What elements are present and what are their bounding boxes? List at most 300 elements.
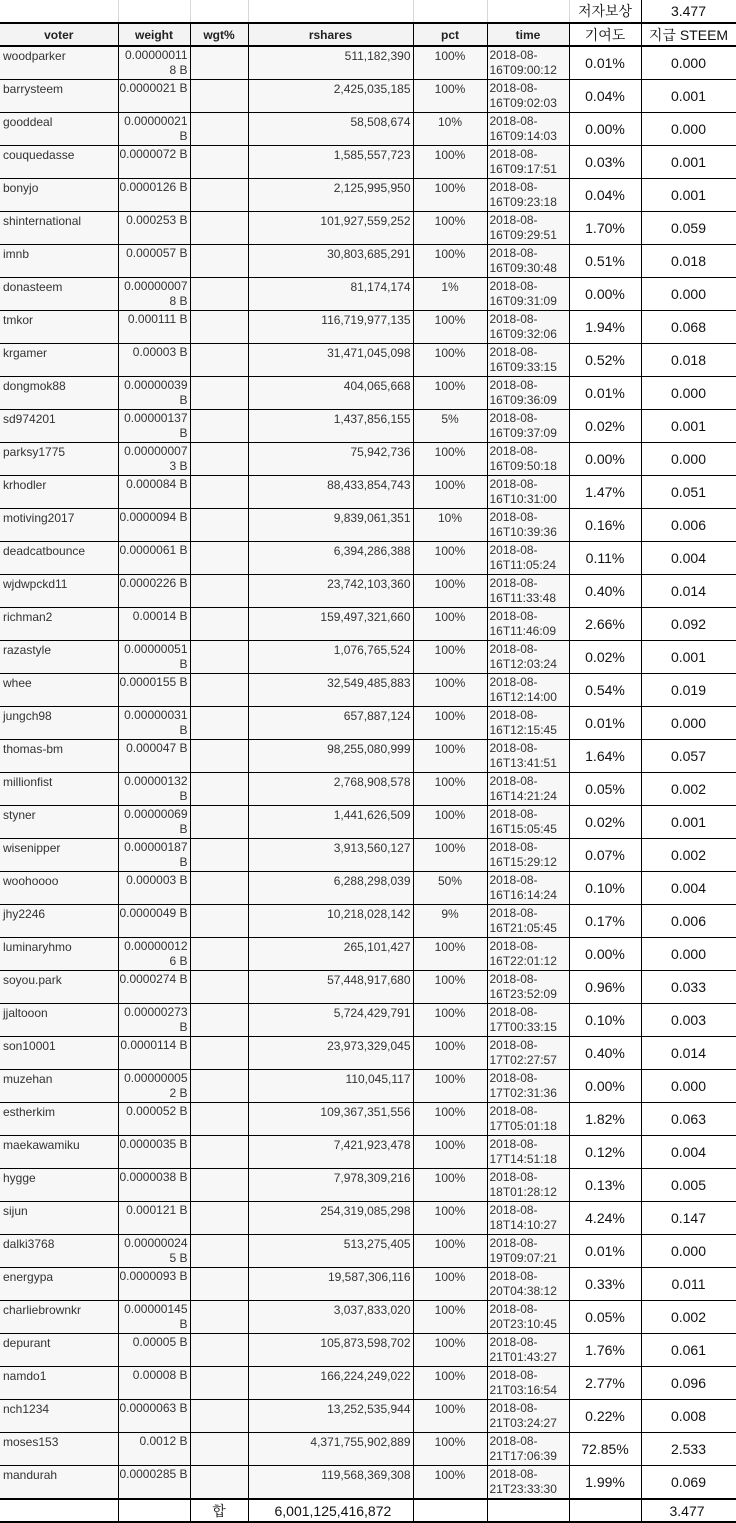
time-cell: 2018-08-16T09:36:09 [487, 377, 569, 410]
time-cell: 2018-08-16T13:41:51 [487, 740, 569, 773]
pct-cell: 100% [413, 1334, 487, 1367]
voter-cell[interactable]: wjdwpckd11 [0, 575, 118, 608]
weight-cell: 0.000047 B [118, 740, 190, 773]
payout-cell: 0.001 [641, 410, 736, 443]
voter-cell[interactable]: parksy1775 [0, 443, 118, 476]
rshares-cell: 404,065,668 [248, 377, 413, 410]
contribution-cell: 0.16% [569, 509, 641, 542]
pct-cell: 100% [413, 311, 487, 344]
time-cell: 2018-08-16T21:05:45 [487, 905, 569, 938]
rshares-cell: 9,839,061,351 [248, 509, 413, 542]
blank-cell [487, 0, 569, 23]
voter-cell[interactable]: depurant [0, 1334, 118, 1367]
wgt-pct-cell [190, 377, 248, 410]
voter-cell[interactable]: nch1234 [0, 1400, 118, 1433]
pct-cell: 100% [413, 740, 487, 773]
weight-cell: 0.000121 B [118, 1202, 190, 1235]
wgt-pct-cell [190, 806, 248, 839]
weight-cell: 0.00000187 B [118, 839, 190, 872]
weight-cell: 0.00000069 B [118, 806, 190, 839]
rshares-cell: 4,371,755,902,889 [248, 1433, 413, 1466]
wgt-pct-cell [190, 1202, 248, 1235]
rshares-cell: 254,319,085,298 [248, 1202, 413, 1235]
pct-cell: 9% [413, 905, 487, 938]
contribution-cell: 2.77% [569, 1367, 641, 1400]
table-row [0, 641, 736, 674]
time-cell: 2018-08-16T09:31:09 [487, 278, 569, 311]
rshares-cell: 57,448,917,680 [248, 971, 413, 1004]
voter-cell[interactable]: gooddeal [0, 113, 118, 146]
voter-cell[interactable]: moses153 [0, 1433, 118, 1466]
contribution-cell: 1.47% [569, 476, 641, 509]
payout-cell: 0.002 [641, 1301, 736, 1334]
payout-cell: 0.096 [641, 1367, 736, 1400]
pct-cell: 100% [413, 1037, 487, 1070]
time-cell: 2018-08-17T05:01:18 [487, 1103, 569, 1136]
pct-cell: 100% [413, 46, 487, 80]
contribution-cell: 0.00% [569, 113, 641, 146]
time-cell: 2018-08-16T09:32:06 [487, 311, 569, 344]
wgt-pct-cell [190, 410, 248, 443]
weight-cell: 0.00000039 B [118, 377, 190, 410]
time-cell: 2018-08-16T15:29:12 [487, 839, 569, 872]
pct-cell: 100% [413, 1433, 487, 1466]
contribution-cell: 72.85% [569, 1433, 641, 1466]
payout-cell: 0.061 [641, 1334, 736, 1367]
voter-cell[interactable]: wisenipper [0, 839, 118, 872]
pct-cell: 100% [413, 1136, 487, 1169]
pct-cell: 100% [413, 245, 487, 278]
payout-cell: 0.005 [641, 1169, 736, 1202]
weight-cell: 0.000052 B [118, 1103, 190, 1136]
wgt-pct-cell [190, 542, 248, 575]
voter-cell[interactable]: soyou.park [0, 971, 118, 1004]
weight-cell: 0.0000063 B [118, 1400, 190, 1433]
blank-cell [413, 1499, 487, 1522]
pct-cell: 100% [413, 707, 487, 740]
rshares-cell: 81,174,174 [248, 278, 413, 311]
voter-cell[interactable]: hygge [0, 1169, 118, 1202]
wgt-pct-cell [190, 278, 248, 311]
time-cell: 2018-08-16T11:46:09 [487, 608, 569, 641]
rshares-cell: 2,125,995,950 [248, 179, 413, 212]
time-cell: 2018-08-16T09:02:03 [487, 80, 569, 113]
wgt-pct-cell [190, 1037, 248, 1070]
time-cell: 2018-08-16T12:03:24 [487, 641, 569, 674]
payout-cell: 0.000 [641, 46, 736, 80]
wgt-pct-cell [190, 344, 248, 377]
payout-cell: 0.001 [641, 806, 736, 839]
rshares-cell: 7,978,309,216 [248, 1169, 413, 1202]
pct-cell: 100% [413, 1169, 487, 1202]
rshares-cell: 105,873,598,702 [248, 1334, 413, 1367]
pct-cell: 1% [413, 278, 487, 311]
voter-cell[interactable]: luminaryhmo [0, 938, 118, 971]
voter-cell[interactable]: estherkim [0, 1103, 118, 1136]
weight-cell: 0.0000226 B [118, 575, 190, 608]
rshares-cell: 31,471,045,098 [248, 344, 413, 377]
payout-cell: 0.000 [641, 113, 736, 146]
rshares-cell: 1,437,856,155 [248, 410, 413, 443]
contribution-cell: 0.96% [569, 971, 641, 1004]
table-row [0, 1367, 736, 1400]
rshares-cell: 23,742,103,360 [248, 575, 413, 608]
payout-cell: 0.000 [641, 707, 736, 740]
voter-cell[interactable]: dongmok88 [0, 377, 118, 410]
contribution-cell: 0.17% [569, 905, 641, 938]
rshares-cell: 5,724,429,791 [248, 1004, 413, 1037]
table-row [0, 377, 736, 410]
contribution-cell: 1.70% [569, 212, 641, 245]
payout-cell: 0.001 [641, 146, 736, 179]
contribution-cell: 0.00% [569, 443, 641, 476]
payout-cell: 0.000 [641, 377, 736, 410]
weight-cell: 0.0000285 B [118, 1466, 190, 1500]
table-row [0, 608, 736, 641]
time-cell: 2018-08-16T09:29:51 [487, 212, 569, 245]
weight-cell: 0.00000007 8 B [118, 278, 190, 311]
weight-cell: 0.00005 B [118, 1334, 190, 1367]
time-cell: 2018-08-16T11:33:48 [487, 575, 569, 608]
pct-cell: 100% [413, 80, 487, 113]
weight-cell: 0.000253 B [118, 212, 190, 245]
contribution-cell: 1.82% [569, 1103, 641, 1136]
time-cell: 2018-08-16T09:50:18 [487, 443, 569, 476]
rshares-cell: 116,719,977,135 [248, 311, 413, 344]
wgt-pct-cell [190, 938, 248, 971]
pct-cell: 100% [413, 1466, 487, 1500]
table-row [0, 1103, 736, 1136]
time-cell: 2018-08-20T04:38:12 [487, 1268, 569, 1301]
payout-cell: 0.006 [641, 905, 736, 938]
voter-cell[interactable]: energypa [0, 1268, 118, 1301]
weight-cell: 0.00000051 B [118, 641, 190, 674]
rshares-cell: 1,441,626,509 [248, 806, 413, 839]
weight-cell: 0.00000273 B [118, 1004, 190, 1037]
pct-cell: 100% [413, 443, 487, 476]
contribution-cell: 0.54% [569, 674, 641, 707]
contribution-cell: 0.00% [569, 938, 641, 971]
wgt-pct-cell [190, 1466, 248, 1500]
time-cell: 2018-08-17T14:51:18 [487, 1136, 569, 1169]
table-row [0, 938, 736, 971]
voter-cell[interactable]: dalki3768 [0, 1235, 118, 1268]
header-row [0, 23, 736, 46]
wgt-pct-cell [190, 1004, 248, 1037]
payout-cell: 0.011 [641, 1268, 736, 1301]
voter-cell[interactable]: richman2 [0, 608, 118, 641]
payout-cell: 0.004 [641, 542, 736, 575]
payout-cell: 0.000 [641, 443, 736, 476]
weight-cell: 0.00000031 B [118, 707, 190, 740]
weight-cell: 0.0000035 B [118, 1136, 190, 1169]
weight-cell: 0.00000021 B [118, 113, 190, 146]
contribution-cell: 1.94% [569, 311, 641, 344]
voter-cell[interactable]: donasteem [0, 278, 118, 311]
contribution-cell: 0.02% [569, 806, 641, 839]
table-row [0, 806, 736, 839]
contribution-cell: 0.01% [569, 1235, 641, 1268]
wgt-pct-cell [190, 641, 248, 674]
weight-cell: 0.00000012 6 B [118, 938, 190, 971]
voter-cell[interactable]: jungch98 [0, 707, 118, 740]
contribution-cell: 0.40% [569, 1037, 641, 1070]
weight-cell: 0.0000114 B [118, 1037, 190, 1070]
payout-cell: 0.004 [641, 1136, 736, 1169]
voter-cell[interactable]: couquedasse [0, 146, 118, 179]
wgt-pct-cell [190, 212, 248, 245]
voter-cell[interactable]: millionfist [0, 773, 118, 806]
summary-row [0, 0, 736, 23]
rshares-cell: 23,973,329,045 [248, 1037, 413, 1070]
weight-cell: 0.000003 B [118, 872, 190, 905]
table-row [0, 971, 736, 1004]
time-cell: 2018-08-16T09:33:15 [487, 344, 569, 377]
voter-cell[interactable]: bonyjo [0, 179, 118, 212]
pct-cell: 100% [413, 212, 487, 245]
wgt-pct-cell [190, 773, 248, 806]
voter-cell[interactable]: imnb [0, 245, 118, 278]
table-row [0, 905, 736, 938]
voter-cell[interactable]: sijun [0, 1202, 118, 1235]
time-cell: 2018-08-21T03:24:27 [487, 1400, 569, 1433]
payout-cell: 0.147 [641, 1202, 736, 1235]
time-cell: 2018-08-18T01:28:12 [487, 1169, 569, 1202]
pct-cell: 100% [413, 674, 487, 707]
voter-cell[interactable]: woodparker [0, 46, 118, 80]
table-row [0, 1169, 736, 1202]
time-cell: 2018-08-21T23:33:30 [487, 1466, 569, 1500]
time-cell: 2018-08-17T02:31:36 [487, 1070, 569, 1103]
time-cell: 2018-08-16T09:00:12 [487, 46, 569, 80]
wgt-pct-cell [190, 1268, 248, 1301]
totals-label: 합 [190, 1499, 248, 1522]
contribution-cell: 0.07% [569, 839, 641, 872]
voter-cell[interactable]: jjaltooon [0, 1004, 118, 1037]
table-row [0, 1235, 736, 1268]
contribution-cell: 0.01% [569, 377, 641, 410]
blank-cell [487, 1499, 569, 1522]
payout-cell: 0.008 [641, 1400, 736, 1433]
wgt-pct-cell [190, 80, 248, 113]
voter-cell[interactable]: whee [0, 674, 118, 707]
totals-payout: 3.477 [641, 1499, 736, 1522]
payout-cell: 0.004 [641, 872, 736, 905]
voter-cell[interactable]: thomas-bm [0, 740, 118, 773]
time-cell: 2018-08-16T09:37:09 [487, 410, 569, 443]
col-header-voter[interactable]: voter [0, 23, 118, 46]
payout-cell: 0.063 [641, 1103, 736, 1136]
time-cell: 2018-08-16T16:14:24 [487, 872, 569, 905]
col-header-payout: 지급 STEEM [641, 23, 736, 46]
blank-cell [248, 0, 413, 23]
col-header-wgt-pct[interactable]: wgt% [190, 23, 248, 46]
time-cell: 2018-08-19T09:07:21 [487, 1235, 569, 1268]
pct-cell: 100% [413, 938, 487, 971]
voter-cell[interactable]: shinternational [0, 212, 118, 245]
table-row [0, 1268, 736, 1301]
time-cell: 2018-08-16T09:17:51 [487, 146, 569, 179]
voter-cell[interactable]: tmkor [0, 311, 118, 344]
time-cell: 2018-08-18T14:10:27 [487, 1202, 569, 1235]
weight-cell: 0.00000011 8 B [118, 46, 190, 80]
payout-cell: 0.033 [641, 971, 736, 1004]
voter-cell[interactable]: maekawamiku [0, 1136, 118, 1169]
voter-cell[interactable]: deadcatbounce [0, 542, 118, 575]
col-header-weight[interactable]: weight [118, 23, 190, 46]
voter-cell[interactable]: sd974201 [0, 410, 118, 443]
payout-cell: 0.018 [641, 245, 736, 278]
weight-cell: 0.0000072 B [118, 146, 190, 179]
time-cell: 2018-08-16T09:30:48 [487, 245, 569, 278]
pct-cell: 100% [413, 641, 487, 674]
table-row [0, 146, 736, 179]
payout-cell: 0.001 [641, 641, 736, 674]
wgt-pct-cell [190, 1400, 248, 1433]
payout-cell: 0.000 [641, 278, 736, 311]
weight-cell: 0.00000007 3 B [118, 443, 190, 476]
blank-cell [118, 0, 190, 23]
contribution-cell: 0.05% [569, 1301, 641, 1334]
rshares-cell: 101,927,559,252 [248, 212, 413, 245]
voter-cell[interactable]: woohoooo [0, 872, 118, 905]
pct-cell: 100% [413, 1268, 487, 1301]
wgt-pct-cell [190, 46, 248, 80]
rshares-cell: 110,045,117 [248, 1070, 413, 1103]
time-cell: 2018-08-20T23:10:45 [487, 1301, 569, 1334]
pct-cell: 5% [413, 410, 487, 443]
contribution-cell: 1.76% [569, 1334, 641, 1367]
contribution-cell: 2.66% [569, 608, 641, 641]
payout-cell: 0.014 [641, 1037, 736, 1070]
payout-cell: 0.001 [641, 80, 736, 113]
voter-cell[interactable]: krgamer [0, 344, 118, 377]
wgt-pct-cell [190, 674, 248, 707]
rshares-cell: 7,421,923,478 [248, 1136, 413, 1169]
rshares-cell: 10,218,028,142 [248, 905, 413, 938]
blank-cell [413, 0, 487, 23]
table-row [0, 575, 736, 608]
pct-cell: 100% [413, 1103, 487, 1136]
table-row [0, 1334, 736, 1367]
voter-cell[interactable]: styner [0, 806, 118, 839]
time-cell: 2018-08-16T23:52:09 [487, 971, 569, 1004]
contribution-cell: 0.01% [569, 46, 641, 80]
pct-cell: 100% [413, 146, 487, 179]
col-header-rshares[interactable]: rshares [248, 23, 413, 46]
pct-cell: 100% [413, 377, 487, 410]
pct-cell: 100% [413, 1202, 487, 1235]
rshares-cell: 109,367,351,556 [248, 1103, 413, 1136]
contribution-cell: 0.05% [569, 773, 641, 806]
weight-cell: 0.0000038 B [118, 1169, 190, 1202]
wgt-pct-cell [190, 575, 248, 608]
voter-cell[interactable]: charliebrownkr [0, 1301, 118, 1334]
blank-cell [0, 1499, 118, 1522]
wgt-pct-cell [190, 179, 248, 212]
voter-cell[interactable]: namdo1 [0, 1367, 118, 1400]
payout-cell: 0.014 [641, 575, 736, 608]
payout-cell: 0.057 [641, 740, 736, 773]
contribution-cell: 1.64% [569, 740, 641, 773]
wgt-pct-cell [190, 311, 248, 344]
wgt-pct-cell [190, 245, 248, 278]
payout-cell: 0.018 [641, 344, 736, 377]
rshares-cell: 19,587,306,116 [248, 1268, 413, 1301]
table-row [0, 311, 736, 344]
contribution-cell: 0.03% [569, 146, 641, 179]
table-row [0, 443, 736, 476]
wgt-pct-cell [190, 476, 248, 509]
time-cell: 2018-08-21T17:06:39 [487, 1433, 569, 1466]
contribution-cell: 0.22% [569, 1400, 641, 1433]
table-row [0, 674, 736, 707]
pct-cell: 100% [413, 1070, 487, 1103]
weight-cell: 0.0000126 B [118, 179, 190, 212]
voter-cell[interactable]: razastyle [0, 641, 118, 674]
rshares-cell: 119,568,369,308 [248, 1466, 413, 1500]
wgt-pct-cell [190, 905, 248, 938]
blank-cell [190, 0, 248, 23]
voter-cell[interactable]: son10001 [0, 1037, 118, 1070]
rshares-cell: 13,252,535,944 [248, 1400, 413, 1433]
time-cell: 2018-08-16T12:14:00 [487, 674, 569, 707]
table-row [0, 740, 736, 773]
pct-cell: 100% [413, 1367, 487, 1400]
voter-cell[interactable]: barrysteem [0, 80, 118, 113]
rshares-cell: 2,768,908,578 [248, 773, 413, 806]
rshares-cell: 98,255,080,999 [248, 740, 413, 773]
wgt-pct-cell [190, 146, 248, 179]
weight-cell: 0.00008 B [118, 1367, 190, 1400]
pct-cell: 100% [413, 476, 487, 509]
time-cell: 2018-08-16T09:23:18 [487, 179, 569, 212]
col-header-contribution: 기여도 [569, 23, 641, 46]
voter-cell[interactable]: motiving2017 [0, 509, 118, 542]
contribution-cell: 0.51% [569, 245, 641, 278]
wgt-pct-cell [190, 1433, 248, 1466]
pct-cell: 50% [413, 872, 487, 905]
time-cell: 2018-08-16T22:01:12 [487, 938, 569, 971]
wgt-pct-cell [190, 1070, 248, 1103]
weight-cell: 0.0000093 B [118, 1268, 190, 1301]
voter-cell[interactable]: krhodler [0, 476, 118, 509]
rshares-cell: 1,585,557,723 [248, 146, 413, 179]
rshares-cell: 2,425,035,185 [248, 80, 413, 113]
table-row [0, 46, 736, 80]
voter-cell[interactable]: muzehan [0, 1070, 118, 1103]
contribution-cell: 0.00% [569, 278, 641, 311]
payout-cell: 0.006 [641, 509, 736, 542]
rshares-cell: 30,803,685,291 [248, 245, 413, 278]
voter-cell[interactable]: mandurah [0, 1466, 118, 1500]
rshares-cell: 657,887,124 [248, 707, 413, 740]
table-row [0, 1037, 736, 1070]
rshares-cell: 511,182,390 [248, 46, 413, 80]
wgt-pct-cell [190, 1334, 248, 1367]
col-header-time[interactable]: time [487, 23, 569, 46]
table-row [0, 1136, 736, 1169]
col-header-pct[interactable]: pct [413, 23, 487, 46]
weight-cell: 0.00000005 2 B [118, 1070, 190, 1103]
time-cell: 2018-08-16T10:39:36 [487, 509, 569, 542]
payout-cell: 0.002 [641, 839, 736, 872]
weight-cell: 0.0012 B [118, 1433, 190, 1466]
rshares-cell: 88,433,854,743 [248, 476, 413, 509]
table-row [0, 476, 736, 509]
contribution-cell: 0.00% [569, 1070, 641, 1103]
voter-cell[interactable]: jhy2246 [0, 905, 118, 938]
